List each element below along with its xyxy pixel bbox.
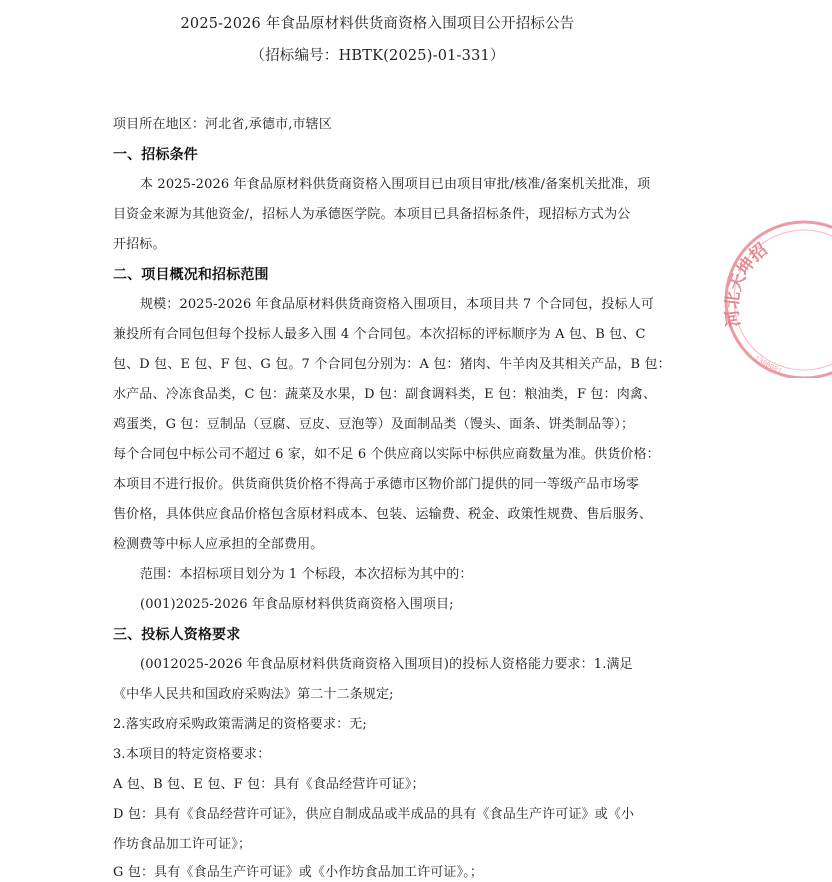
document-title: 2025-2026 年食品原材料供货商资格入围项目公开招标公告 (180, 16, 575, 32)
section-1-line: 本 2025-2026 年食品原材料供货商资格入围项目已由项目审批/核准/备案机关批准，项 (140, 177, 651, 192)
section-3-line: A 包、B 包、E 包、F 包：具有《食品经营许可证》； (113, 777, 425, 792)
seal-text: 河北天坤招 (722, 239, 772, 329)
section-1-line: 目资金来源为其他资金/，招标人为承德医学院。本项目已具备招标条件，现招标方式为公 (113, 207, 631, 222)
section-2-line: 售价格，具体供应食品价格包含原材料成本、包装、运输费、税金、政策性规费、售后服务、 (113, 507, 653, 522)
project-region: 项目所在地区：河北省,承德市,市辖区 (113, 117, 332, 132)
section-2-line: 水产品、冷冻食品类，C 包：蔬菜及水果，D 包：副食调料类，E 包：粮油类，F 包：肉禽、 (113, 387, 657, 402)
section-3-heading: 三、投标人资格要求 (113, 627, 241, 643)
section-1-heading: 一、招标条件 (113, 147, 198, 163)
section-3-line: 作坊食品加工许可证》； (113, 837, 252, 852)
section-2-line: 鸡蛋类，G 包：豆制品（豆腐、豆皮、豆泡等）及面制品类（馒头、面条、饼类制品等）； (113, 417, 635, 432)
section-3-line: (0012025-2026 年食品原材料供货商资格入围项目)的投标人资格能力要求：1.满足 (140, 657, 633, 672)
svg-text:1300001: 1300001 (753, 354, 783, 376)
section-2-heading: 二、项目概况和招标范围 (113, 267, 269, 283)
svg-text:河北天坤招 (722, 239, 771, 328)
section-2-line: 规模：2025-2026 年食品原材料供货商资格入围项目，本项目共 7 个合同包，投标人可 (140, 297, 654, 312)
section-2-line: 包、D 包、E 包、F 包、G 包。7 个合同包分别为：A 包：猪肉、牛羊肉及其相关产品，B 包： (113, 357, 671, 372)
company-seal-stamp (712, 208, 832, 378)
section-3-line: 《中华人民共和国政府采购法》第二十二条规定; (113, 687, 394, 702)
section-3-line: 3.本项目的特定资格要求： (113, 747, 271, 762)
scope-line: 范围：本招标项目划分为 1 个标段，本次招标为其中的： (140, 567, 473, 582)
section-3-line: D 包：具有《食品经营许可证》，供应自制成品或半成品的具有《食品生产许可证》或《小 (113, 807, 635, 822)
section-3-line: 2.落实政府采购政策需满足的资格要求：无; (113, 717, 367, 732)
section-3-line: G 包：具有《食品生产许可证》或《小作坊食品加工许可证》。； (113, 865, 484, 880)
section-1-line: 开招标。 (113, 237, 166, 252)
section-2-line: 检测费等中标人应承担的全部费用。 (113, 537, 324, 552)
section-2-line: 兼投所有合同包但每个投标人最多入围 4 个合同包。本次招标的评标顺序为 A 包、B 包、C (113, 327, 646, 342)
section-2-line: 本项目不进行报价。供货商供货价格不得高于承德市区物价部门提供的同一等级产品市场零 (113, 477, 640, 492)
tender-code: （招标编号：HBTK(2025)-01-331） (250, 48, 505, 64)
section-2-line: 每个合同包中标公司不超过 6 家，如不足 6 个供应商以实际中标供应商数量为准。供货价格： (113, 447, 660, 462)
scope-line: (001)2025-2026 年食品原材料供货商资格入围项目; (140, 597, 454, 612)
